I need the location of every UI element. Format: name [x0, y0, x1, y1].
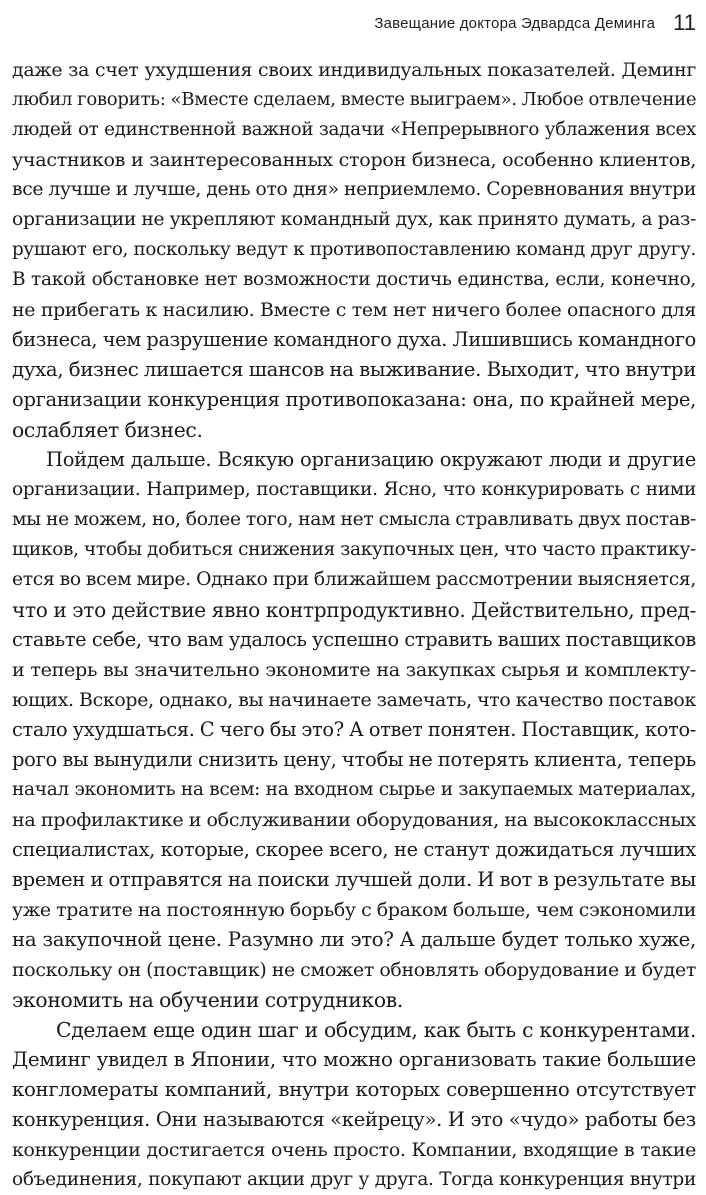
text-line: все лучше и лучше, день ото дня» неприемлемо. Соревнования внутри	[12, 179, 696, 200]
text-line: рушают его, поскольку ведут к противопоставлению команд друг другу.	[12, 239, 696, 260]
text-line: людей от единственной важной задачи «Непрерывного ублажения всех	[12, 119, 696, 140]
text-line: стало ухудшаться. С чего бы это? А ответ понятен. Поставщик, кото-	[12, 718, 696, 741]
text-line: уже тратите на постоянную борьбу с браком больше, чем сэкономили	[12, 899, 696, 921]
text-line-paragraph-end: экономить на обучении сотрудников.	[12, 988, 404, 1012]
text-line: не прибегать к насилию. Вместе с тем нет ничего более опасного для	[12, 299, 696, 321]
text-line: поскольку он (поставщик) не сможет обновлять оборудование и будет	[12, 959, 696, 981]
text-line: объединения, покупают акции друг у друга. Тогда конкуренция внутри	[12, 1169, 696, 1190]
text-line: ставьте себе, что вам удалось успешно стравить ваших поставщиков	[12, 628, 696, 651]
text-line: начал экономить на всем: на входном сырье и закупаемых материалах,	[12, 779, 696, 800]
page-number: 11	[673, 10, 696, 35]
text-line-paragraph-start: Сделаем еще один шаг и обсудим, как быть с конкурентами.	[56, 1018, 696, 1042]
page-header	[0, 8, 696, 38]
text-line-paragraph-start: Пойдем дальше. Всякую организацию окружают люди и другие	[46, 448, 696, 471]
text-line: организации конкуренция противопоказана: она, по крайней мере,	[12, 388, 696, 411]
text-line: духа, бизнес лишается шансов на выживание. Выходит, что внутри	[12, 358, 696, 381]
text-line: что и это действие явно контрпродуктивно. Действительно, пред-	[12, 598, 696, 622]
text-line: конкуренция. Они называются «кейрецу». И это «чудо» работы без	[12, 1108, 696, 1131]
text-line: щиков, чтобы добиться снижения закупочных цен, что часто практику-	[12, 539, 696, 560]
text-line: бизнеса, чем разрушение командного духа. Лишившись командного	[12, 328, 696, 351]
text-line: участников и заинтересованных сторон бизнеса, особенно клиентов,	[12, 148, 696, 171]
body-text	[12, 55, 696, 1195]
text-line-paragraph-end: ослабляет бизнес.	[12, 418, 203, 442]
text-line: на закупочной цене. Разумно ли это? А дальше будет только хуже,	[12, 928, 696, 951]
text-line: В такой обстановке нет возможности достичь единства, если, конечно,	[12, 269, 696, 290]
text-line: даже за счет ухудшения своих индивидуальных показателей. Деминг	[12, 59, 696, 81]
running-title: Завещание доктора Эдвардса Деминга	[374, 14, 656, 32]
text-line: ется во всем мире. Однако при ближайшем рассмотрении выясняется,	[12, 569, 696, 590]
text-line: организации не укрепляют командный дух, как принято думать, а раз-	[12, 209, 696, 230]
text-line: на профилактике и обслуживании оборудования, на высококлассных	[12, 808, 696, 831]
text-line: любил говорить: «Вместе сделаем, вместе выиграем». Любое отвлечение	[12, 89, 696, 110]
text-line: Деминг увидел в Японии, что можно организовать такие большие	[12, 1048, 696, 1071]
text-line: конгломераты компаний, внутри которых совершенно отсутствует	[12, 1078, 696, 1101]
text-line: времен и отправятся на поиски лучшей доли. И вот в результате вы	[12, 868, 696, 891]
text-line: мы не можем, но, более того, нам нет смысла стравливать двух постав-	[12, 509, 696, 530]
text-line: ющих. Вскоре, однако, вы начинаете замечать, что качество поставок	[12, 689, 696, 711]
text-line: и теперь вы значительно экономите на закупках сырья и комплекту-	[12, 658, 696, 681]
text-line: специалистах, которые, скорее всего, не станут дожидаться лучших	[12, 838, 696, 861]
text-line: конкуренции достигается очень просто. Компании, входящие в такие	[12, 1139, 696, 1161]
text-line: рого вы вынудили снизить цену, чтобы не потерять клиента, теперь	[12, 748, 696, 771]
text-line: организации. Например, поставщики. Ясно, что конкурировать с ними	[12, 479, 696, 500]
